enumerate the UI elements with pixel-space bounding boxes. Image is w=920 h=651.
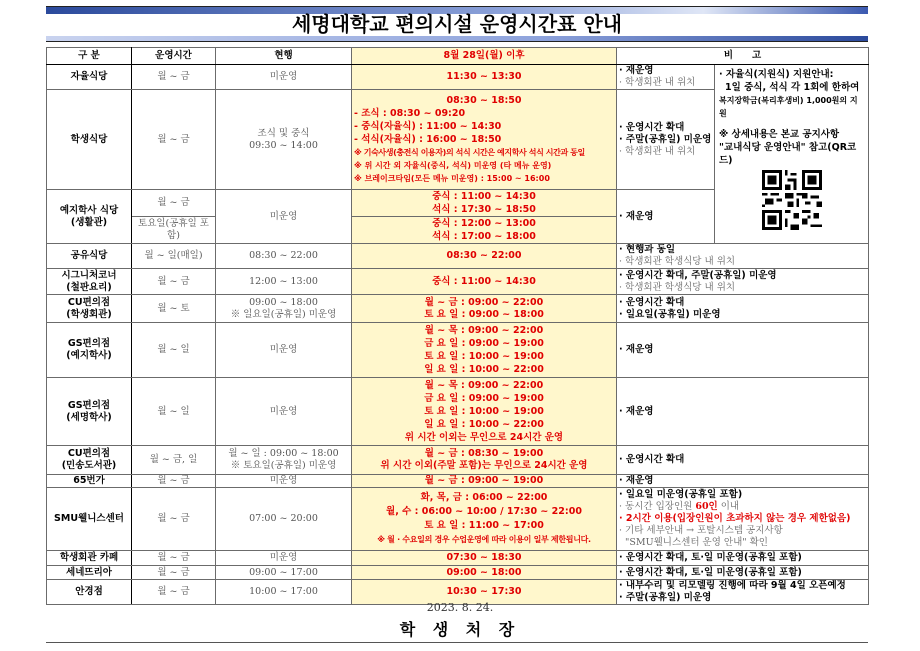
new-hours: 월 ~ 금 : 09:00 ~ 19:00 — [352, 475, 617, 488]
facility-name: 시그니처코너 (철판요리) — [47, 269, 132, 295]
header-new-schedule: 8월 28일(월) 이후 — [352, 48, 617, 65]
table-row — [47, 323, 869, 378]
remarks: · 재운영 — [617, 190, 715, 244]
facility-name: GS편의점 (예지학사) — [47, 323, 132, 378]
new-hours-weekday: 중식 : 11:00 ~ 14:30 석식 : 17:30 ~ 18:50 — [352, 190, 617, 217]
table-row — [47, 378, 869, 446]
current-hours: 미운영 — [216, 551, 352, 566]
header-current: 현행 — [216, 48, 352, 65]
current-hours: 08:30 ~ 22:00 — [216, 244, 352, 269]
current-hours: 월 ~ 일 : 09:00 ~ 18:00 ※ 토요일(공휴일) 미운영 — [216, 446, 352, 475]
operating-days: 월 ~ 일(매일) — [132, 244, 216, 269]
issuer-signature: 학 생 처 장 — [399, 620, 521, 639]
remarks: · 내부수리 및 리모델링 진행에 따라 9월 4일 오픈예정 · 주말(공휴일) 미운영 — [617, 580, 869, 605]
operating-days: 월 ~ 일 — [132, 378, 216, 446]
remarks: · 운영시간 확대, 주말(공휴일) 미운영 · 학생회관 학생식당 내 위치 — [617, 269, 869, 295]
remarks: · 운영시간 확대 · 주말(공휴일) 미운영 · 학생회관 내 위치 — [617, 90, 715, 190]
operating-days-saturday: 토요일(공휴일 포함) — [132, 217, 216, 244]
current-hours: 미운영 — [216, 65, 352, 90]
facility-name: 자율식당 — [47, 65, 132, 90]
footer-divider — [46, 642, 868, 643]
facility-name: 학생회관 카페 — [47, 551, 132, 566]
page-title: 세명대학교 편의시설 운영시간표 안내 — [291, 12, 622, 36]
current-hours: 미운영 — [216, 190, 352, 244]
table-header-row — [47, 48, 869, 65]
new-hours: 월 ~ 금 : 08:30 ~ 19:00 위 시간 이외(주말 포함)는 무인으로 24시간 운영 — [352, 446, 617, 475]
remarks: · 운영시간 확대, 토·일 미운영(공휴일 포함) — [617, 566, 869, 580]
operating-days: 월 ~ 금 — [132, 475, 216, 488]
operating-days: 월 ~ 금, 일 — [132, 446, 216, 475]
current-hours: 09:00 ~ 18:00 ※ 일요일(공휴일) 미운영 — [216, 295, 352, 323]
operating-days: 월 ~ 금 — [132, 580, 216, 605]
new-hours: 중식 : 11:00 ~ 14:30 — [352, 269, 617, 295]
facility-name: 65번가 — [47, 475, 132, 488]
new-hours: 월 ~ 목 : 09:00 ~ 22:00 금 요 일 : 09:00 ~ 19:00 토 요 일 : 10:00 ~ 19:00 일 요 일 : 10:00 ~ 22:00 — [352, 323, 617, 378]
new-hours: 08:30 ~ 22:00 — [352, 244, 617, 269]
header-remarks: 비 고 — [617, 48, 869, 65]
facility-name: SMU웰니스센터 — [47, 488, 132, 551]
table-row — [47, 475, 869, 488]
operating-days: 월 ~ 일 — [132, 323, 216, 378]
new-hours: 09:00 ~ 18:00 — [352, 566, 617, 580]
operating-days: 월 ~ 금 — [132, 488, 216, 551]
schedule-table — [46, 47, 869, 605]
header-category: 구 분 — [47, 48, 132, 65]
facility-name: CU편의점 (민송도서관) — [47, 446, 132, 475]
current-hours: 미운영 — [216, 323, 352, 378]
operating-days: 월 ~ 금 — [132, 566, 216, 580]
table-row — [47, 446, 869, 475]
current-hours: 조식 및 중식 09:30 ~ 14:00 — [216, 90, 352, 190]
operating-days: 월 ~ 금 — [132, 269, 216, 295]
meal-support-notice: · 자율식(지원식) 지원안내: 1일 중식, 석식 각 1회에 한하여 복지장학금(복리후생비) 1,000원의 지원 ※ 상세내용은 본교 공지사항 "교내식당 운영안내" 참고(QR코드) — [715, 65, 869, 244]
header-hours: 운영시간 — [132, 48, 216, 65]
current-hours: 09:00 ~ 17:00 — [216, 566, 352, 580]
title-bottom-bar — [46, 36, 868, 42]
current-hours: 07:00 ~ 20:00 — [216, 488, 352, 551]
table-row — [47, 566, 869, 580]
current-hours: 미운영 — [216, 378, 352, 446]
new-hours: 10:30 ~ 17:30 — [352, 580, 617, 605]
new-hours: 11:30 ~ 13:30 — [352, 65, 617, 90]
new-hours-saturday: 중식 : 12:00 ~ 13:00 석식 : 17:00 ~ 18:00 — [352, 217, 617, 244]
table-row — [47, 551, 869, 566]
facility-name: GS편의점 (세명학사) — [47, 378, 132, 446]
facility-name: 예지학사 식당 (생활관) — [47, 190, 132, 244]
remarks: · 재운영 — [617, 475, 869, 488]
remarks: · 운영시간 확대, 토·일 미운영(공휴일 포함) — [617, 551, 869, 566]
new-hours: 08:30 ~ 18:50 - 조식 : 08:30 ~ 09:20 - 중식(자율식) : 11:00 ~ 14:30 - 석식(자율식) : 16:00 ~ 18:50 ※ 기숙사생(충전식 이용자)의 석식 시간은 예지학사 석식 시간과 동일 ※ 위 시간 외 자율식(중식, 석식) 미운영 (타 메뉴 운영) ※ 브레이크타임(모든 메뉴 미운영) : 15:00 ~ 16:00 — [352, 90, 617, 190]
facility-name: 학생식당 — [47, 90, 132, 190]
facility-name: 공유식당 — [47, 244, 132, 269]
facility-name: 세네뜨리아 — [47, 566, 132, 580]
remarks: · 운영시간 확대 · 일요일(공휴일) 미운영 — [617, 295, 869, 323]
operating-days: 월 ~ 금 — [132, 90, 216, 190]
table-row — [47, 244, 869, 269]
remarks: · 재운영 — [617, 323, 869, 378]
operating-days-weekday: 월 ~ 금 — [132, 190, 216, 217]
remarks: · 일요일 미운영(공휴일 포함) · 동시간 입장인원 60인 이내 · 2시간 이용(입장인원이 초과하지 않는 경우 제한없음) · 기타 세부안내 → 포탈시스템 공지사항 "SMU웰니스센터 운영 안내" 확인 — [617, 488, 869, 551]
table-row — [47, 65, 869, 90]
new-hours: 월 ~ 목 : 09:00 ~ 22:00 금 요 일 : 09:00 ~ 19:00 토 요 일 : 10:00 ~ 19:00 일 요 일 : 10:00 ~ 22:00 위 시간 이외는 무인으로 24시간 운영 — [352, 378, 617, 446]
remarks: · 운영시간 확대 — [617, 446, 869, 475]
current-hours: 미운영 — [216, 475, 352, 488]
facility-name: 안경점 — [47, 580, 132, 605]
current-hours: 10:00 ~ 17:00 — [216, 580, 352, 605]
current-hours: 12:00 ~ 13:00 — [216, 269, 352, 295]
operating-days: 월 ~ 금 — [132, 65, 216, 90]
table-row — [47, 269, 869, 295]
remarks: · 재운영 — [617, 378, 869, 446]
table-row — [47, 488, 869, 551]
operating-days: 월 ~ 금 — [132, 551, 216, 566]
operating-days: 월 ~ 토 — [132, 295, 216, 323]
remarks: · 재운영 · 학생회관 내 위치 — [617, 65, 715, 90]
new-hours: 월 ~ 금 : 09:00 ~ 22:00 토 요 일 : 09:00 ~ 18:00 — [352, 295, 617, 323]
remarks: · 현행과 동일 · 학생회관 학생식당 내 위치 — [617, 244, 869, 269]
notice-date: 2023. 8. 24. — [426, 601, 494, 614]
new-hours: 화, 목, 금 : 06:00 ~ 22:00 월, 수 : 06:00 ~ 10:00 / 17:30 ~ 22:00 토 요 일 : 11:00 ~ 17:00 ※ 월 · 수요일의 경우 수업운영에 따라 이용이 일부 제한됩니다. — [352, 488, 617, 551]
qr-code-icon[interactable] — [762, 170, 822, 230]
table-row — [47, 295, 869, 323]
new-hours: 07:30 ~ 18:30 — [352, 551, 617, 566]
facility-name: CU편의점 (학생회관) — [47, 295, 132, 323]
